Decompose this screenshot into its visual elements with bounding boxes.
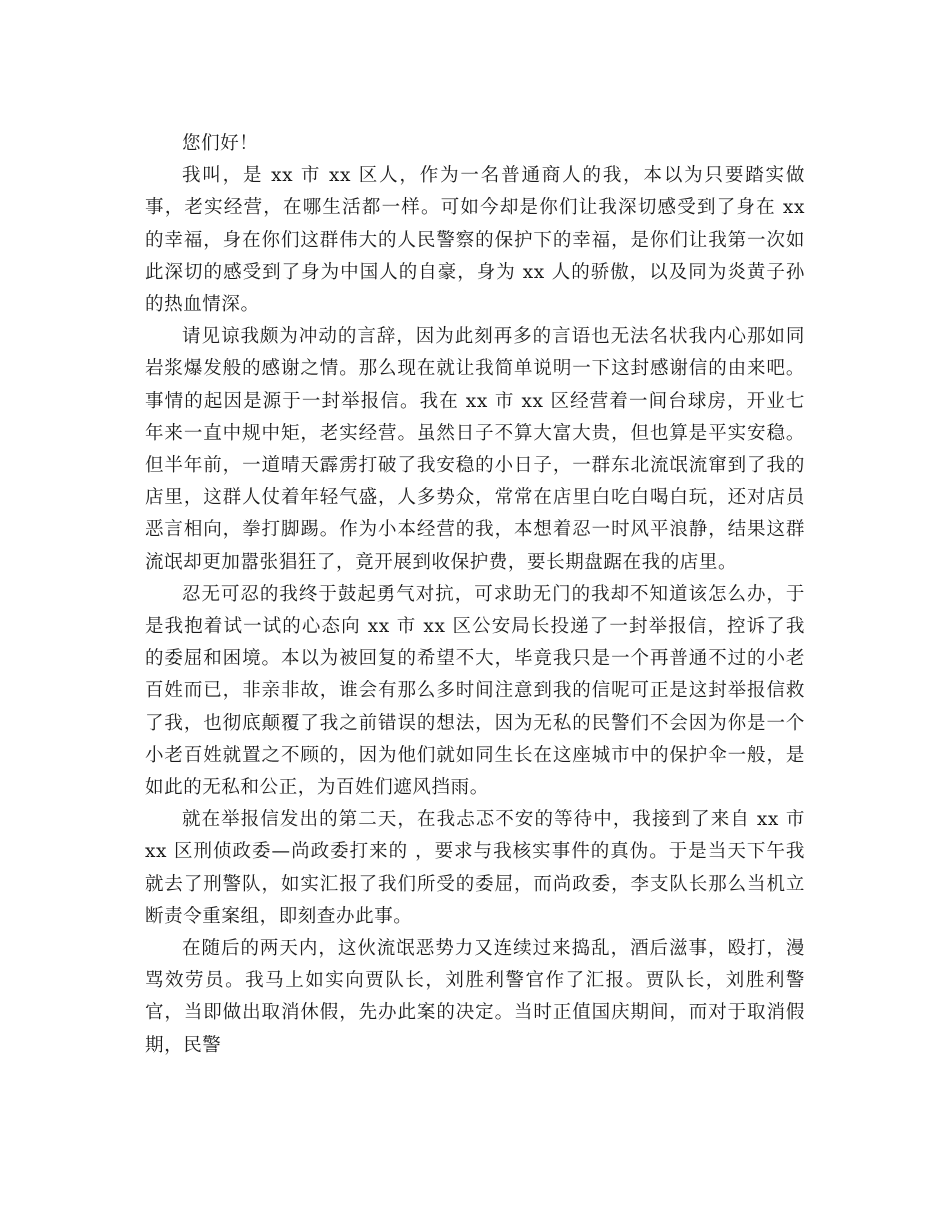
paragraph-report-letter: 忍无可忍的我终于鼓起勇气对抗，可求助无门的我却不知道该怎么办，于是我抱着试一试的心态向 xx 市 xx 区公安局长投递了一封举报信，控诉了我的委屈和困境。本以为被回复的希望不大，毕竟我只是一个再普通不过的小老百姓而已，非亲非故，谁会有那么多时间注意到我的信呢可正是这封举报信救了我，也彻底颠覆了我之前错误的想法，因为无私的民警们不会因为你是一个小老百姓就置之不顾的，因为他们就如同生长在这座城市中的保护伞一般，是如此的无私和公正，为百姓们遮风挡雨。 xyxy=(145,583,805,799)
letter-body xyxy=(145,128,805,1062)
paragraph-background: 请见谅我颇为冲动的言辞，因为此刻再多的言语也无法名状我内心那如同岩浆爆发般的感谢之情。那么现在就让我简单说明一下这封感谢信的由来吧。事情的起因是源于一封举报信。我在 xx 市 xx 区经营着一间台球房，开业七年来一直中规中矩，老实经营。虽然日子不算大富大贵，但也算是平实安稳。但半年前，一道晴天霹雳打破了我安稳的小日子，一群东北流氓流窜到了我的店里，这群人仗着年轻气盛，人多势众，常常在店里白吃白喝白玩，还对店员恶言相向，拳打脚踢。作为小本经营的我，本想着忍一时风平浪静，结果这群流氓却更加嚣张猖狂了，竟开展到收保护费，要长期盘踞在我的店里。 xyxy=(145,326,805,573)
letter-greeting: 您们好！ xyxy=(182,133,259,154)
paragraph-introduction: 我叫，是 xx 市 xx 区人，作为一名普通商人的我，本以为只要踏实做事，老实经营，在哪生活都一样。可如今却是你们让我深切感受到了身在 xx 的幸福，身在你们这群伟大的人民警察的保护下的幸福，是你们让我第一次如此深切的感受到了身为中国人的自豪，身为 xx 人的骄傲，以及同为炎黄子孙的热血情深。 xyxy=(145,165,805,316)
paragraph-follow-up: 在随后的两天内，这伙流氓恶势力又连续过来捣乱，酒后滋事，殴打，漫骂效劳员。我马上如实向贾队长，刘胜利警官作了汇报。贾队长，刘胜利警官，当即做出取消休假，先办此案的决定。当时正值国庆期间，而对于取消假期，民警 xyxy=(145,938,805,1056)
paragraph-police-response: 就在举报信发出的第二天，在我忐忑不安的等待中，我接到了来自 xx 市 xx 区刑侦政委—尚政委打来的 ，要求与我核实事件的真伪。于是当天下午我就去了刑警队，如实汇报了我们所受的委屈，而尚政委，李支队长那么当机立断责令重案组，即刻查办此事。 xyxy=(145,809,805,927)
